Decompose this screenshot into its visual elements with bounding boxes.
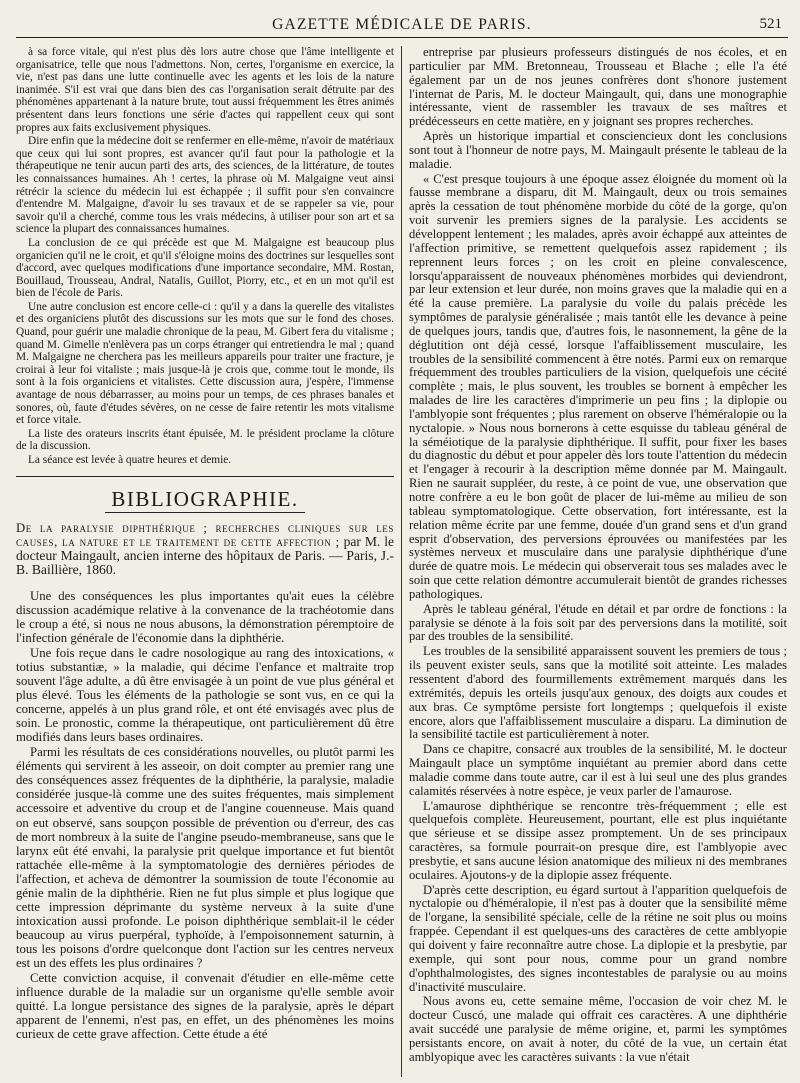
paragraph: « C'est presque toujours à une époque assez éloignée du moment où la fausse membrane a disparu, dit M. Maingault, deux ou trois semaines après la cessation de tout phénomène morbide du côté de la gorge, qu'on voit survenir les premiers signes de la paralysie. Les accidents se développent lentement ; les malades, après avoir échappé aux atteintes de l'affection primitive, se remettent quelquefois assez rapidement ; ils reprennent leurs forces ; on les croit en pleine convalescence, lorsqu'apparaissent de nouveaux phénomènes morbides qui deviendront, par leur extension et leur durée, non moins graves que la maladie qui en a été la cause première. La paralysie du voile du palais précède les symptômes de paralysie généralisée ; mais tantôt elle les devance à peine de quelques jours, tandis que, d'autres fois, le nasonnement, la gêne de la déglutition ont déjà cessé, lorsque l'affaiblissement musculaire, les troubles de la sensibilité commencent à être notés. Parmi eux on remarque fréquemment des troubles particuliers de la vision, quelquefois une cécité complète ; mais, le plus souvent, les troubles se bornent à empêcher les malades de lire les caractères d'imprimerie un peu fins ; la diplopie ou l'amblyopie sont fréquentes ; plus rarement on observe l'héméralopie ou la nyctalopie. » Nous nous bornerons à cette esquisse du tableau général de la séméiotique de la paralysie diphthérique. Il suffit, pour fixer les bases du diagnostic du début et pour appeler dès lors toute l'attention du médecin et l'engager à recourir à la description même donnée par M. Maingault. Rien ne saurait suppléer, du reste, à ce point de vue, une observation que notre confrère a eu le bon goût de placer de lui-même au milieu de son tableau symptomatologique. Cette observation, fort intéressante, est la relation même écrite par une femme, douée d'un grand sens et d'un grand esprit d'observation, des perversions éprouvées ou manifestées par les systèmes nerveux et musculaire dans une paralysie diphthérique d'une durée de quatre mois. Le médecin qui observerait tous ses malades avec le soin que cette relation démontre accumulerait bientôt de grandes richesses pathologiques. — [409, 171, 787, 601]
running-header — [18, 14, 786, 36]
page-number: 521 — [759, 16, 782, 32]
paragraph: à sa force vitale, qui n'est plus dès lors autre chose que l'âme intelligente et organisatrice, telle que nous l'admettons. Non, certes, l'organisme en exercice, la vie, n'est pas dans une lutte continuelle avec les agents et les lois de la nature inanimée. S'il est vrai que dans bien des cas l'organisation serait détruite par des phénomènes appartenant à la nature brute, tout aussi fréquemment les êtres animés présentent dans leurs fonctions une série d'actes qui rappellent ceux qui sont propres aux faits exclusivement physiques. — [16, 46, 394, 134]
paragraph: Une des conséquences les plus importantes qu'ait eues la célèbre discussion académique relative à la convenance de la trachéotomie dans le croup a été, si nous ne nous abusons, la démonstration péremptoire de l'infection générale de l'économie dans la diphthérie. — [16, 588, 394, 645]
paragraph: entreprise par plusieurs professeurs distingués de nos écoles, et en particulier par MM. Bretonneau, Trousseau et Blache ; elle l'a été également par un de nos jeunes confrères dont s'honore justement l'internat de Paris, M. le docteur Maingault, qui, dans une monographie intéressante, vient de rassembler les travaux de ses maîtres et prédécesseurs en cette matière, en y joignant ses propres recherches. — [409, 46, 787, 129]
header-rule — [16, 37, 788, 38]
bibliographie-title: BIBLIOGRAPHIE. — [105, 487, 304, 513]
right-column — [409, 46, 787, 1077]
paragraph: Une fois reçue dans le cadre nosologique au rang des intoxications, « totius substantiæ, » la maladie, qui décime l'enfance et maltraite trop souvent l'âge adulte, a dû être envisagée à un point de vue plus général et plus élevé. Tous les éléments de la pathologie se sont vus, en ce qui la concerne, appelés à un plus grand rôle, et ont été envisagés avec plus de soin. Le pronostic, comme la thérapeutique, ont particulièrement dû être modifiés dans leurs bases ordinaires. — [16, 645, 394, 745]
paragraph: Après un historique impartial et consciencieux dont les conclusions sont tout à l'honneur de notre pays, M. Maingault présente le tableau de la maladie. — [409, 129, 787, 171]
book-publication: ancien interne des hôpitaux de Paris. — Paris, J.-B. Baillière, 1860. — [16, 547, 394, 577]
paragraph: Cette conviction acquise, il convenait d'étudier en elle-même cette influence durable de la maladie sur un organisme qu'elle semble avoir quitté. La longue persistance des signes de la paralysie, après le départ apparent de l'ennemi, n'est pas, en effet, un des phénomènes les moins curieux de cette grave affection. Cette étude a été — [16, 971, 394, 1042]
paragraph: Dire enfin que la médecine doit se renfermer en elle-même, n'avoir de matériaux que ceux qui lui sont propres, est avancer qu'il faut pour la pathologie et la thérapeutique ne tenir aucun parti des arts, des sciences, de la littérature, de toutes les connaissances humaines. Ah ! certes, la phrase où M. Malgaigne veut ainsi rétrécir la science du médecin lui est échappée ; il suffit pour s'en convaincre d'entendre M. Malgaigne, d'avoir lu ses travaux et de se rappeler sa vie, pour savoir qu'il a cherché, comme tous les vrais médecins, à utiliser pour son art et sa science la plupart des connaissances humaines. — [16, 135, 394, 236]
column-divider — [401, 46, 402, 1077]
paragraph: Dans ce chapitre, consacré aux troubles de la sensibilité, M. le docteur Maingault place un symptôme inquiétant au premier abord dans cette maladie comme dans toute autre, car il est à lui seul une des plus grandes calamités réservées à notre espèce, je veux parler de l'amaurose. — [409, 742, 787, 798]
section-heading — [16, 487, 394, 513]
paragraph: Après le tableau général, l'étude en détail et par ordre de fonctions : la paralysie se dénote à la fois soit par des perversions dans la motilité, soit par des troubles de la sensibilité. — [409, 601, 787, 644]
paragraph: Parmi les résultats de ces considérations nouvelles, ou plutôt parmi les éléments qui servirent à les asseoir, on doit compter au premier rang une des conséquences assez fréquentes de la diphthérie, la paralysie, maladie considérée jusque-là comme une des suites fréquentes, mais simplement accessoire et adventive du croup et de l'angine couenneuse. Mais quand on eut observé, sans soupçon possible de prévention ou d'erreur, des cas de mort nombreux à la suite de l'angine pseudo-membraneuse, sans que le larynx eût été envahi, la paralysie prit quelque importance et fut bientôt rattachée elle-même à la symptomatologie des dernières périodes de l'affection, et acheva de démontrer la soumission de toute l'économie au génie malin de la diphthérie. Rien ne fut plus simple et plus logique que cette impression déprimante du système nerveux à la suite d'une intoxication aussi profonde. Le poison diphthérique semblait-il le céder beaucoup au virus puerpéral, typhoïde, à l'empoisonnement saturnin, à tous les poisons d'ordre quelconque dont l'action sur les centres nerveux est un des effets les plus ordinaires ? — [16, 745, 394, 970]
book-reference — [16, 521, 394, 577]
left-column — [16, 46, 394, 1077]
paragraph: Une autre conclusion est encore celle-ci : qu'il y a dans la querelle des vitalistes et des organiciens plutôt des discussions sur les mots que sur le fond des choses. Quand, pour guérir une maladie chronique de la peau, M. Gibert fera du vitalisme ; quand M. Gimelle n'enlèvera pas un corps étranger qui entretiendra le mal ; quand M. Malgaigne ne cherchera pas les meilleurs appareils pour traiter une fracture, je croirai à leur foi vitaliste ; mais jusque-là je crois que, comme tout le monde, ils sont à la fois organiciens et vitalistes. Cette discussion aura, j'espère, l'immense avantage de nous débarrasser, au moins pour un temps, de ces phrases banales et sonores, où, faute d'études sévères, on ne cesse de faire retentir les mots vitalisme et force vitale. — [16, 300, 394, 427]
discussion-section — [16, 46, 394, 467]
journal-title: GAZETTE MÉDICALE DE PARIS. — [272, 16, 532, 33]
book-author: par M. le docteur Maingault, — [16, 533, 394, 563]
section-separator — [16, 476, 394, 477]
review-section — [16, 521, 394, 1042]
book-title: De la paralysie diphthérique ; recherches cliniques sur les causes, la nature et le traitement de cette affection ; — [16, 520, 394, 549]
paragraph: Nous avons eu, cette semaine même, l'occasion de voir chez M. le docteur Cuscó, une malade qui offrait ces caractères. A une diphthérie avait succédé une paralysie de même origine, et, parmi les symptômes persistants encore, on avait à noter, du côté de la vue, un certain état amblyopique avec les caractères suivants : la vue n'était — [409, 994, 787, 1064]
paragraph: La conclusion de ce qui précède est que M. Malgaigne est beaucoup plus organicien qu'il ne le croit, et qu'il s'éloigne moins des doctrines sur lesquelles sont d'accord, avec quelques modifications d'une importance secondaire, MM. Rostan, Bouillaud, Trousseau, Andral, Natalis, Guillot, Piorry, etc., et en un mot qu'il est bien de l'école de Paris. — [16, 236, 394, 300]
paragraph: D'après cette description, eu égard surtout à l'apparition quelquefois de nyctalopie ou d'héméralopie, il n'est pas à douter que la sensibilité même de l'organe, la sensibilité spéciale, celle de la rétine ne soit plus ou moins frappée. Cependant il est quelques-uns des caractères de cette amblyopie qui doivent y faire reconnaître autre chose. La diplopie et la presbytie, par exemple, qui sont pour nous, comme pour un grand nombre d'ophthalmologistes, des signes incontestables de paralysie ou au moins d'inactivité musculaire. — [409, 882, 787, 994]
paragraph: L'amaurose diphthérique se rencontre très-fréquemment ; elle est quelquefois complète. Heureusement, pourtant, elle est plus inquiétante que sérieuse et se dissipe assez promptement. Un de ses principaux caractères, sa formule pourrait-on presque dire, est l'amblyopie avec presbytie, et sans aucune lésion anatomique des milieux ni des membranes oculaires. Ajoutons-y de la diplopie assez fréquente. — [409, 798, 787, 882]
paragraph: Les troubles de la sensibilité apparaissent souvent les premiers de tous ; ils peuvent exister seuls, sans que la motilité soit atteinte. Les malades ressentent d'abord des fourmillements extrêmement marqués dans les extrémités, depuis les orteils jusqu'aux genoux, des doigts aux coudes et aux bras. Ce symptôme persiste fort longtemps ; quelquefois il existe encore, alors que l'affaiblissement musculaire a disparu. La diminution de la sensibilité tactile est particulièrement à noter. — [409, 644, 787, 742]
paragraph: La liste des orateurs inscrits étant épuisée, M. le président proclame la clôture de la discussion. — [16, 427, 394, 453]
paragraph: La séance est levée à quatre heures et demie. — [28, 454, 232, 466]
